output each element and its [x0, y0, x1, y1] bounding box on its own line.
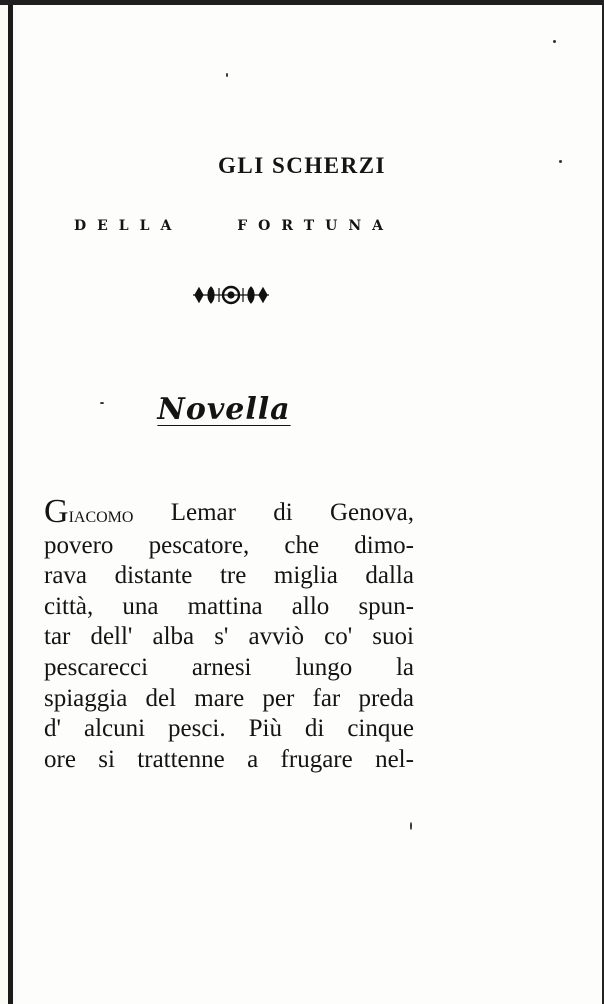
word: di: [273, 499, 293, 526]
word: dimo-: [354, 531, 414, 559]
text-line: [44, 684, 414, 715]
binding-edge: [8, 0, 13, 1004]
word: trattenne: [137, 745, 225, 773]
paper-speck: [226, 73, 228, 77]
word: tre: [219, 562, 247, 590]
top-page-edge: [0, 0, 604, 5]
word: arnesi: [191, 653, 252, 681]
word: d': [44, 715, 62, 743]
section-heading: Novella: [157, 392, 291, 427]
word: ore: [44, 745, 76, 773]
word: alcuni: [83, 715, 146, 743]
paper-speck: [553, 40, 556, 43]
word: far: [312, 684, 341, 712]
word: per: [262, 684, 295, 712]
word: Lemar: [170, 499, 236, 526]
word: del: [145, 684, 177, 712]
word: avviò: [248, 623, 305, 651]
word: allo: [291, 592, 330, 620]
word: co': [324, 623, 353, 651]
drop-cap: G: [44, 493, 69, 530]
decorative-fleuron-icon: [191, 282, 271, 308]
text-line: [44, 493, 414, 531]
body-paragraph: [44, 493, 414, 775]
page-title: GLI SCHERZI: [218, 153, 386, 178]
word: si: [98, 745, 115, 773]
text-line: [44, 622, 414, 653]
text-line: [44, 561, 414, 592]
word: alba: [152, 623, 195, 651]
page-subtitle: DELLA FORTUNA: [74, 218, 394, 234]
text-line: [44, 745, 414, 776]
word: pesci.: [168, 715, 226, 743]
drop-cap-word: [44, 493, 134, 531]
word: cinque: [347, 715, 414, 743]
word: spiaggia: [44, 684, 128, 712]
word: Più: [248, 715, 282, 743]
word: pescatore,: [148, 531, 250, 559]
small-caps-text: iacomo: [68, 502, 134, 527]
word: dell': [90, 623, 133, 651]
text-line: [44, 714, 414, 745]
word: frugare: [280, 745, 353, 773]
text-line: [44, 592, 414, 623]
paper-speck: [410, 822, 412, 830]
word: mare: [194, 684, 245, 712]
word: una: [122, 592, 159, 620]
word: lungo: [295, 653, 353, 681]
word: la: [395, 653, 414, 681]
text-line: [44, 653, 414, 684]
word: tar: [44, 623, 71, 651]
word: rava: [44, 562, 88, 590]
word: nel-: [375, 745, 414, 773]
word: mattina: [187, 592, 263, 620]
word: miglia: [273, 562, 338, 590]
text-line: [44, 531, 414, 562]
word: distante: [114, 562, 193, 590]
word: s': [214, 623, 229, 651]
word: che: [284, 531, 320, 559]
word: Genova,: [329, 499, 414, 526]
word: preda: [358, 684, 414, 712]
word: dalla: [365, 562, 414, 590]
word: di: [304, 715, 325, 743]
word: povero: [44, 531, 114, 559]
word: suoi: [372, 623, 414, 651]
word: città,: [44, 592, 94, 620]
word: pescarecci: [44, 653, 149, 681]
word: spun-: [358, 592, 414, 620]
word: a: [247, 745, 259, 773]
